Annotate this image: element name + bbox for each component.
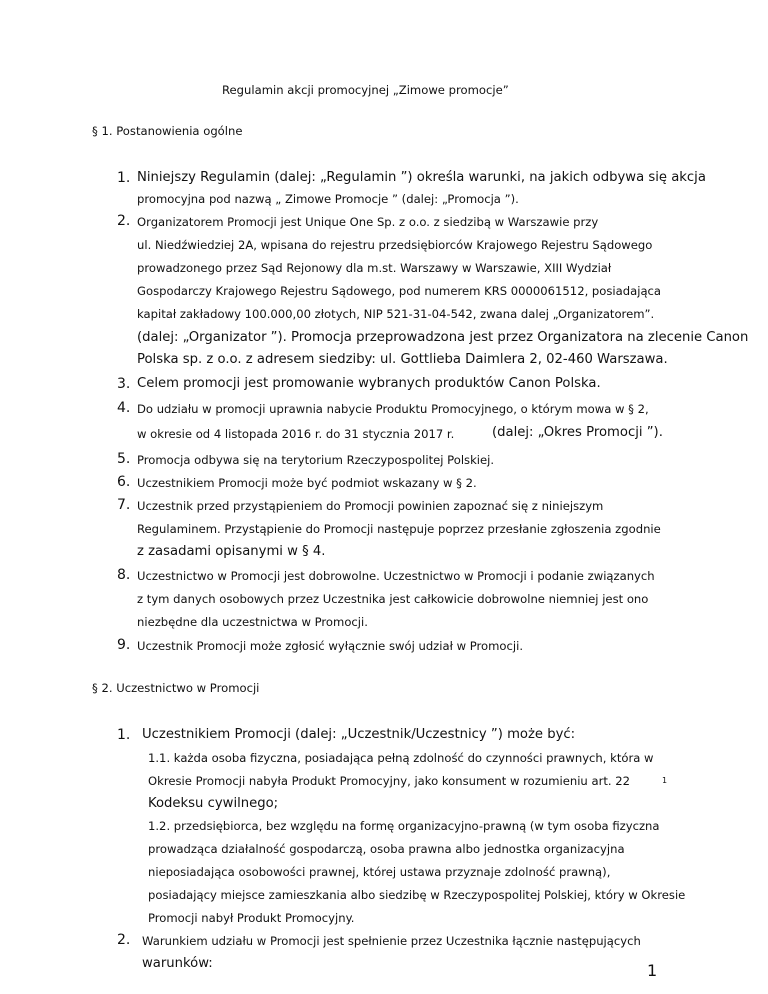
sub-item-text: 1.1. każda osoba fizyczna, posiadająca pełną zdolność do czynności prawnych, która w	[148, 751, 654, 765]
list-item-text: w okresie od 4 listopada 2016 r. do 31 stycznia 2017 r.	[137, 427, 455, 441]
text-line: Organizatorem Promocji jest Unique One Sp. z o.o. z siedzibą w Warszawie przy	[137, 215, 599, 229]
sub-item-text: nieposiadająca osobowości prawnej, której ustawa przyznaje zdolność prawną),	[148, 865, 611, 879]
list-number: 8.	[117, 567, 131, 583]
list-item-text: niezbędne dla uczestnictwa w Promocji.	[137, 615, 368, 629]
list-item-text: promocyjna pod nazwą „ Zimowe Promocje ” (dalej: „Promocja ”).	[137, 192, 519, 206]
list-number: 2.	[117, 932, 131, 948]
list-item-text: Uczestnik Promocji może zgłosić wyłącznie swój udział w Promocji.	[137, 639, 524, 653]
list-item-text: z zasadami opisanymi w § 4.	[137, 544, 326, 559]
list-number: 7.	[117, 497, 131, 513]
list-number: 9.	[117, 637, 131, 653]
sub-item-text: Kodeksu cywilnego;	[148, 796, 279, 811]
list-item-text: kapitał zakładowy 100.000,00 złotych, NIP 521-31-04-542, zwana dalej „Organizatorem”.	[137, 307, 655, 321]
list-item-text: Uczestnikiem Promocji (dalej: „Uczestnik/Uczestnicy ”) może być:	[142, 727, 576, 742]
sub-item-text: prowadząca działalność gospodarczą, osoba prawna albo jednostka organizacyjna	[148, 842, 625, 856]
document-title: Regulamin akcji promocyjnej „Zimowe promocje”	[222, 83, 509, 97]
sub-item-text: posiadający miejsce zamieszkania albo siedzibę w Rzeczypospolitej Polskiej, który w Okresie	[148, 888, 686, 902]
list-number: 1.	[117, 727, 131, 743]
sub-item-text: Promocji nabył Produkt Promocyjny.	[148, 911, 355, 925]
list-item-text: Celem promocji jest promowanie wybranych produktów Canon Polska.	[137, 376, 601, 391]
list-item-text: (dalej: „Organizator ”). Promocja przeprowadzona jest przez Organizatora na zlecenie Canon	[137, 330, 749, 345]
list-item-text	[137, 215, 640, 229]
list-item-text: Uczestnik przed przystąpieniem do Promocji powinien zapoznać się z niniejszym	[137, 499, 604, 513]
list-item-text: z tym danych osobowych przez Uczestnika jest całkowicie dobrowolne niemniej jest ono	[137, 592, 649, 606]
list-item-text: warunków:	[142, 956, 213, 971]
page-number: 1	[647, 961, 658, 980]
list-number: 4.	[117, 400, 131, 416]
list-number: 2.	[117, 213, 131, 229]
list-item-text: Uczestnikiem Promocji może być podmiot wskazany w § 2.	[137, 476, 477, 490]
list-item-text: prowadzonego przez Sąd Rejonowy dla m.st. Warszawy w Warszawie, XIII Wydział	[137, 261, 612, 275]
list-item-text: ul. Niedźwiedziej 2A, wpisana do rejestru przedsiębiorców Krajowego Rejestru Sądowego	[137, 238, 653, 252]
footnote-marker: 1	[662, 776, 668, 785]
sub-item-text: Okresie Promocji nabyła Produkt Promocyjny, jako konsument w rozumieniu art. 22	[148, 774, 630, 788]
list-number: 3.	[117, 376, 131, 392]
list-item-text: Polska sp. z o.o. z adresem siedziby: ul. Gottlieba Daimlera 2, 02-460 Warszawa.	[137, 352, 668, 367]
list-number: 1.	[117, 170, 131, 186]
list-item-text: Warunkiem udziału w Promocji jest spełnienie przez Uczestnika łącznie następujących	[142, 934, 641, 948]
section-1-heading: § 1. Postanowienia ogólne	[92, 124, 243, 138]
list-item-text: Uczestnictwo w Promocji jest dobrowolne. Uczestnictwo w Promocji i podanie związanych	[137, 569, 655, 583]
list-item-text: Do udziału w promocji uprawnia nabycie Produktu Promocyjnego, o którym mowa w § 2,	[137, 402, 649, 416]
section-2-heading: § 2. Uczestnictwo w Promocji	[92, 681, 260, 695]
list-item-text: Niniejszy Regulamin (dalej: „Regulamin ”) określa warunki, na jakich odbywa się akcja	[137, 170, 706, 185]
list-number: 6.	[117, 474, 131, 490]
list-number: 5.	[117, 451, 131, 467]
list-item-text: (dalej: „Okres Promocji ”).	[492, 425, 663, 440]
list-item-text: Regulaminem. Przystąpienie do Promocji następuje poprzez przesłanie zgłoszenia zgodnie	[137, 522, 661, 536]
list-item-text: Gospodarczy Krajowego Rejestru Sądowego, pod numerem KRS 0000061512, posiadająca	[137, 284, 662, 298]
sub-item-text: 1.2. przedsiębiorca, bez względu na formę organizacyjno-prawną (w tym osoba fizyczna	[148, 819, 660, 833]
list-item-text: Promocja odbywa się na terytorium Rzeczypospolitej Polskiej.	[137, 453, 495, 467]
